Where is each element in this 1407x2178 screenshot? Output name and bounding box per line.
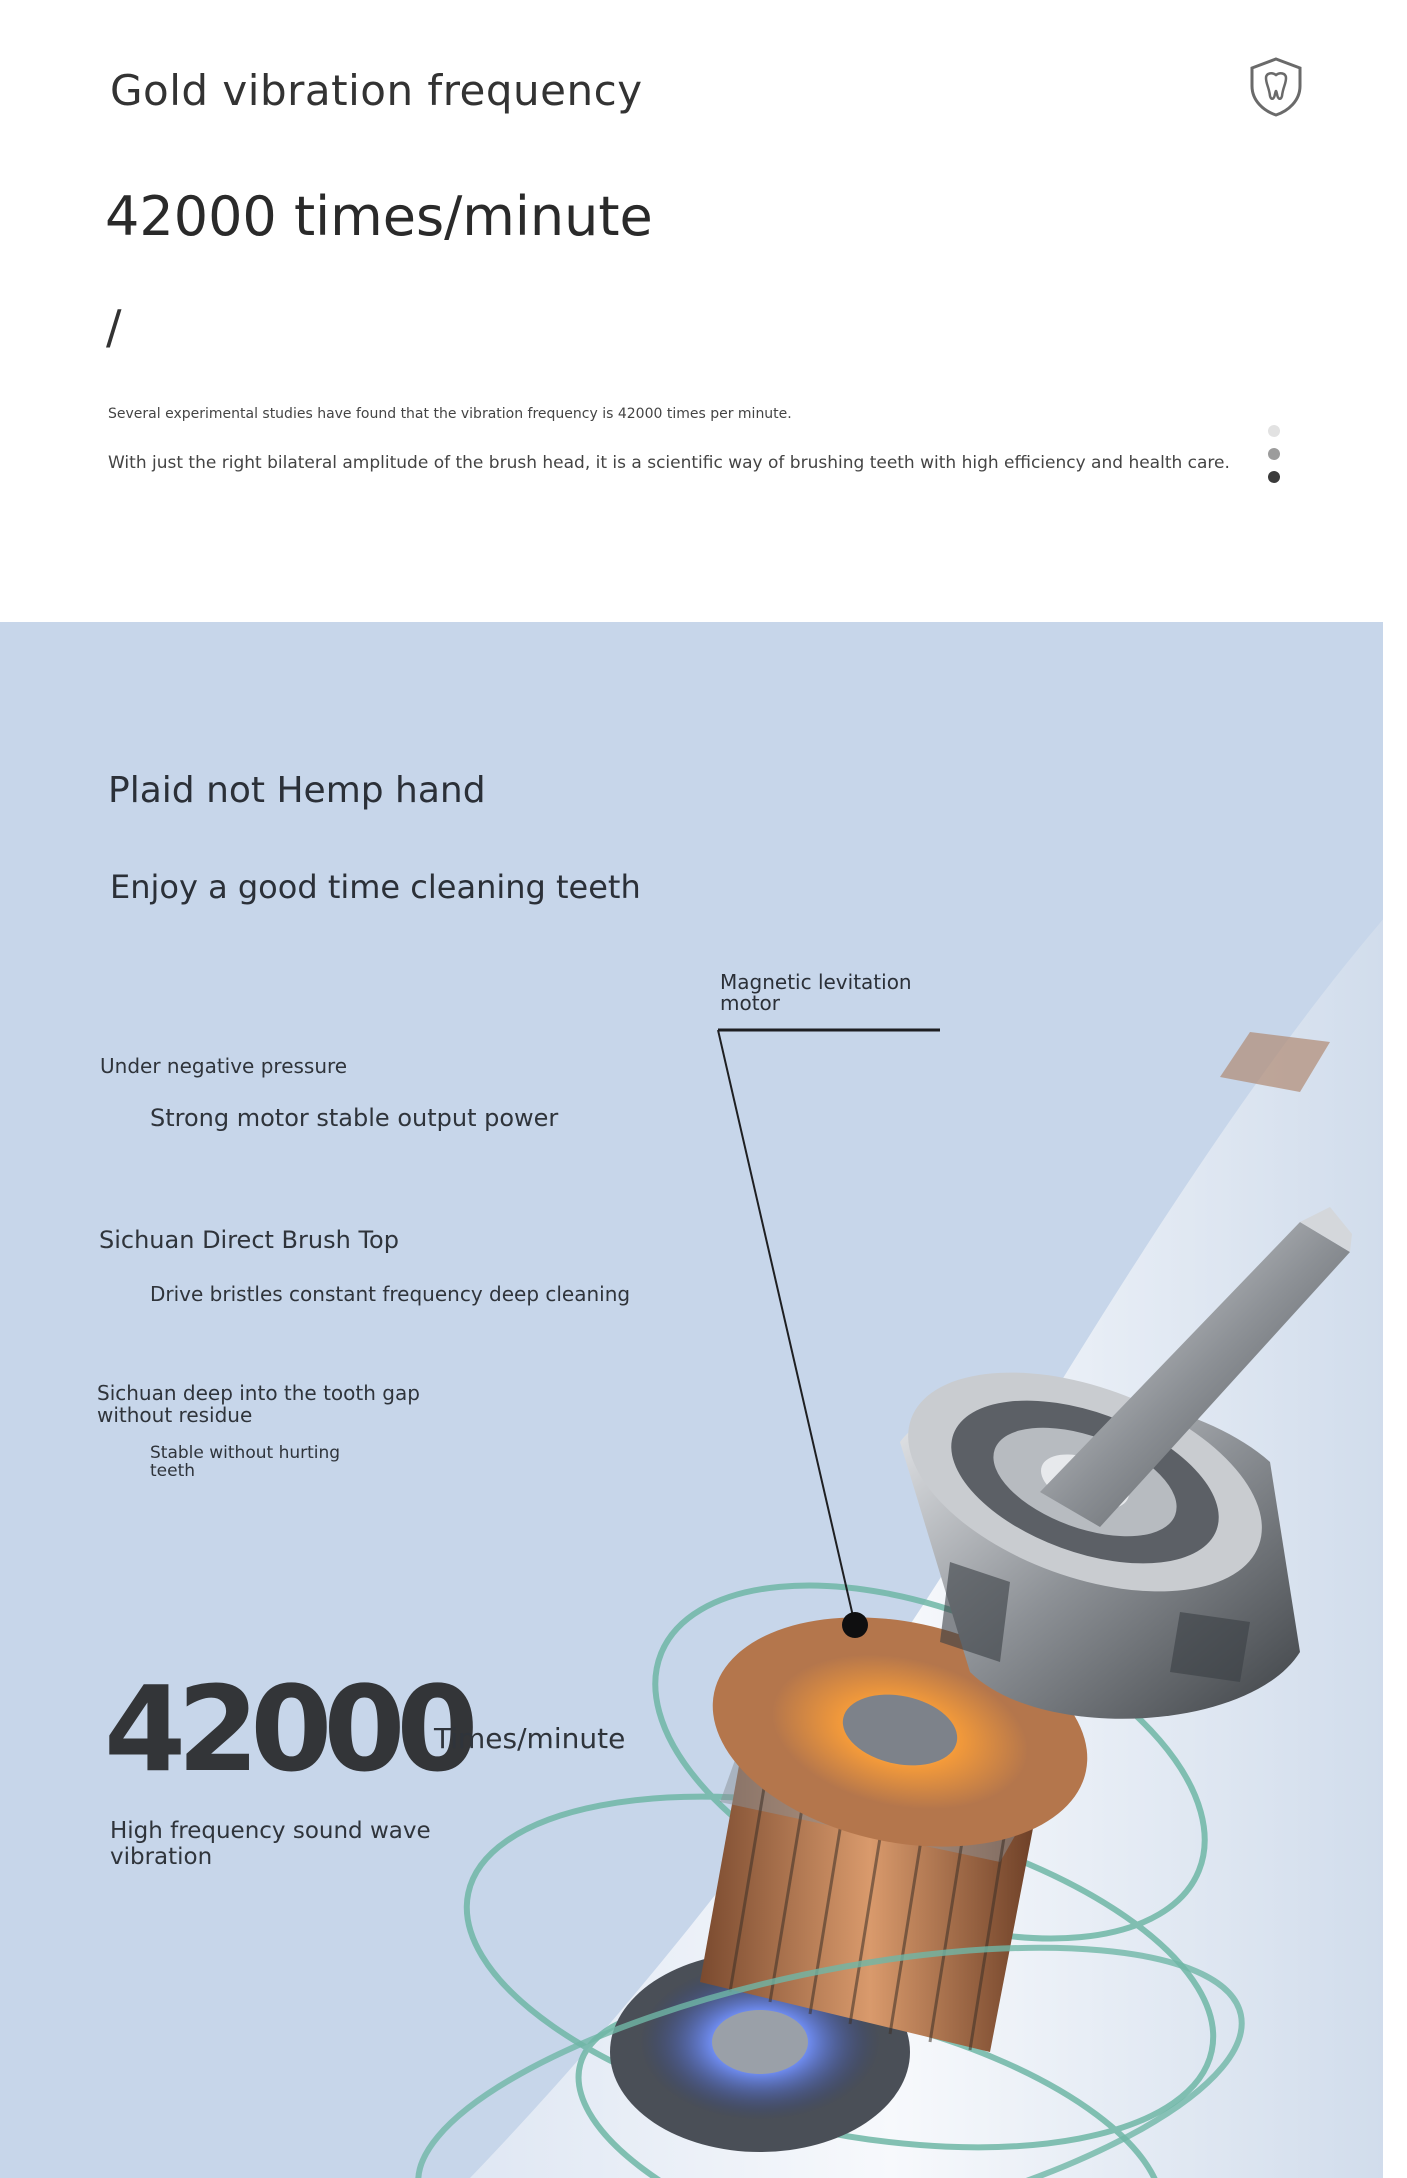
top-section (0, 0, 1407, 622)
pager-dot-3-active[interactable] (1268, 471, 1280, 483)
big-frequency-number: 42000 (104, 1660, 470, 1798)
frequency-headline: 42000 times/minute (105, 185, 653, 248)
pager-dot-2[interactable] (1268, 448, 1280, 460)
slash-divider: / (106, 300, 122, 354)
amplitude-note: With just the right bilateral amplitude of the brush head, it is a scientific way of brushing teeth with high efficiency and health care. (108, 453, 1230, 473)
feature-title: Sichuan deep into the tooth gap without residue (97, 1381, 420, 1427)
section-heading: Plaid not Hemp hand (108, 770, 486, 811)
feature-title: Sichuan Direct Brush Top (99, 1226, 399, 1254)
feature-desc: Stable without hurting teeth (150, 1443, 341, 1481)
callout-pointer (718, 1030, 940, 1638)
shield-tooth-icon (1248, 56, 1304, 118)
right-margin-strip (1383, 0, 1407, 2178)
pager-dot-1[interactable] (1268, 425, 1280, 437)
frequency-unit: Times/minute (434, 1722, 626, 1755)
callout-label: Magnetic levitation motor (720, 970, 912, 1015)
feature-desc: Drive bristles constant frequency deep cleaning (150, 1282, 631, 1306)
vibration-desc: High frequency sound wave vibration (110, 1818, 431, 1870)
feature-desc: Strong motor stable output power (150, 1104, 559, 1132)
section-title: Gold vibration frequency (110, 66, 643, 115)
feature-title: Under negative pressure (100, 1054, 348, 1078)
motor-feature-section (0, 622, 1407, 2178)
study-note: Several experimental studies have found that the vibration frequency is 42000 times per minute. (108, 406, 792, 422)
section-subheading: Enjoy a good time cleaning teeth (110, 868, 641, 906)
